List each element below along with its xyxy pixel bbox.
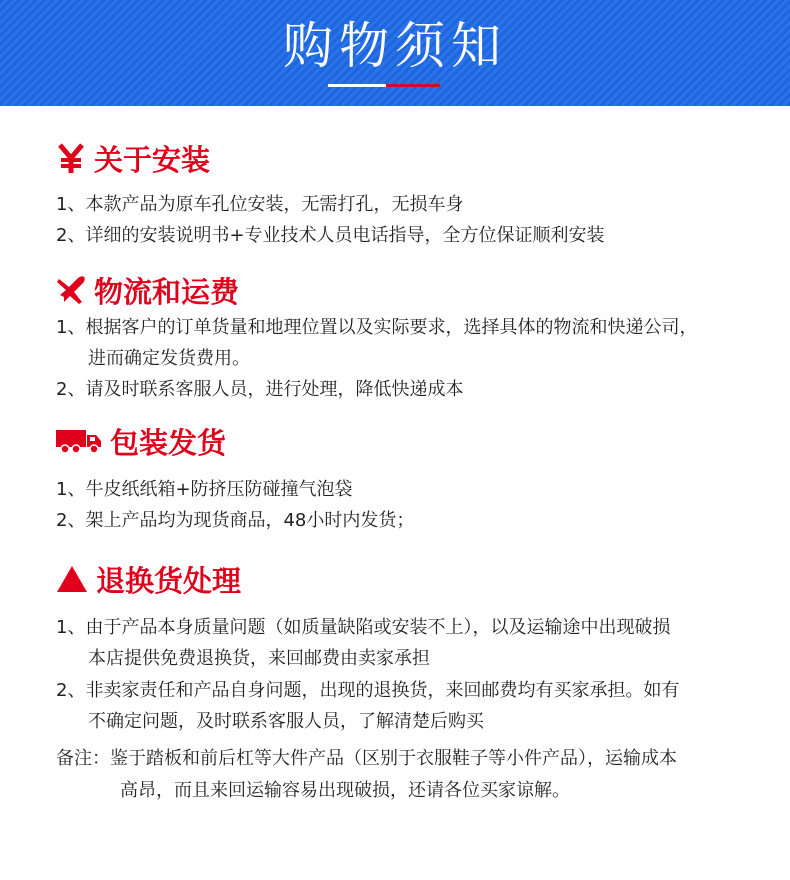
note-line: 高昂，而且来回运输容易出现破损，还请各位买家谅解。	[120, 780, 570, 801]
section-title-installation	[56, 138, 210, 178]
section-title-text: 关于安装	[94, 142, 211, 177]
section-title-text: 包装发货	[110, 425, 227, 460]
list-item: 1、牛皮纸纸箱+防挤压防碰撞气泡袋	[56, 479, 353, 500]
airplane-icon	[56, 275, 86, 305]
warning-triangle-icon	[56, 565, 88, 593]
list-item: 2、详细的安装说明书+专业技术人员电话指导，全方位保证顺利安装	[56, 225, 605, 246]
section-title-text: 退换货处理	[96, 563, 242, 598]
list-item: 1、根据客户的订单货量和地理位置以及实际要求，选择具体的物流和快递公司，	[56, 317, 698, 338]
title-underline-white	[328, 84, 386, 87]
list-item: 1、本款产品为原车孔位安装，无需打孔，无损车身	[56, 194, 464, 215]
page-title: 购物须知	[283, 17, 507, 75]
list-item: 2、架上产品均为现货商品，48小时内发货；	[56, 510, 415, 531]
section-title-text: 物流和运费	[94, 274, 240, 309]
list-item: 2、非卖家责任和产品自身问题，出现的退换货，来回邮费均有买家承担。如有	[56, 680, 680, 701]
section-title-packaging	[56, 421, 226, 461]
truck-icon	[56, 427, 102, 455]
list-item: 不确定问题，及时联系客服人员，了解清楚后购买	[88, 711, 484, 732]
list-item: 1、由于产品本身质量问题（如质量缺陷或安装不上），以及运输途中出现破损	[56, 617, 671, 638]
header-banner	[0, 0, 790, 106]
note-line: 备注：鉴于踏板和前后杠等大件产品（区别于衣服鞋子等小件产品），运输成本	[56, 748, 677, 769]
list-item: 2、请及时联系客服人员，进行处理，降低快递成本	[56, 379, 464, 400]
title-underline-red	[386, 84, 440, 87]
yen-icon	[56, 142, 86, 174]
section-title-logistics	[56, 270, 239, 310]
section-title-returns	[56, 559, 241, 599]
list-item: 本店提供免费退换货，来回邮费由卖家承担	[88, 648, 430, 669]
list-item: 进而确定发货费用。	[88, 348, 250, 369]
